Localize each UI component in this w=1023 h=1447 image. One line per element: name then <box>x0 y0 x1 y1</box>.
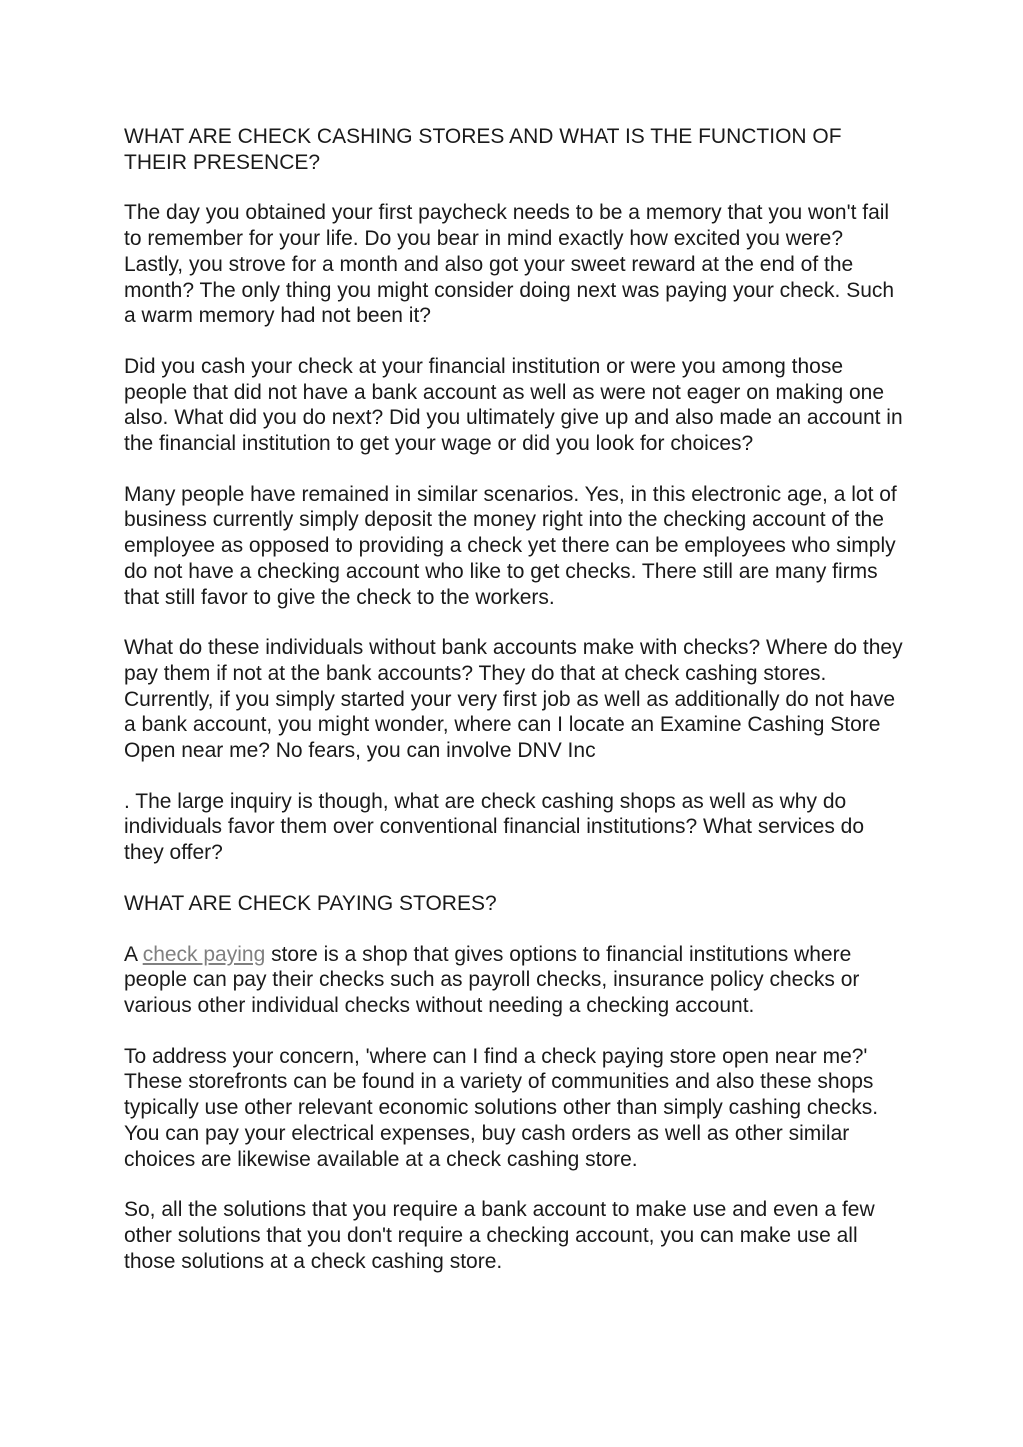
paragraph-6 <box>124 942 904 1019</box>
paragraph-8: So, all the solutions that you require a bank account to make use and even a few other solutions that you don't require a checking account, you can make use all those solutions at a check cashing store. <box>124 1198 875 1273</box>
paragraph-7: To address your concern, 'where can I find a check paying store open near me?' These storefronts can be found in a variety of communities and also these shops typically use other relevant economic solutions other than simply cashing checks. You can pay your electrical expenses, buy cash orders as well as other similar choices are likewise available at a check cashing store. <box>124 1044 879 1171</box>
paragraph-4: What do these individuals without bank accounts make with checks? Where do they pay them if not at the bank accounts? They do that at check cashing stores. Currently, if you simply started your very first job as well as additionally do not have a bank account, you might wonder, where can I locate an Examine Cashing Store Open near me? No fears, you can involve DNV Inc <box>124 636 903 763</box>
paragraph-6-prefix: A <box>124 942 143 966</box>
paragraph-5: . The large inquiry is though, what are check cashing shops as well as why do individuals favor them over conventional financial institutions? What services do they offer? <box>124 789 865 865</box>
document-body <box>124 124 904 1299</box>
paragraph-3: Many people have remained in similar scenarios. Yes, in this electronic age, a lot of business currently simply deposit the money right into the checking account of the employee as opposed to providing a check yet there can be employees who simply do not have a checking account who like to get checks. There still are many firms that still favor to give the check to the workers. <box>124 482 897 609</box>
check-paying-link[interactable]: check paying <box>142 942 266 966</box>
section-subheading: WHAT ARE CHECK PAYING STORES? <box>124 891 497 915</box>
paragraph-6-suffix: store is a shop that gives options to financial institutions where people can pay their checks such as payroll checks, insurance policy checks or various other individual checks without needing a checking account. <box>124 942 860 1017</box>
document-heading: WHAT ARE CHECK CASHING STORES AND WHAT IS THE FUNCTION OF THEIR PRESENCE? <box>124 125 842 174</box>
paragraph-2: Did you cash your check at your financial institution or were you among those people that did not have a bank account as well as were not eager on making one also. What did you do next? Did you ultimately give up and also made an account in the financial institution to get your wage or did you look for choices? <box>124 354 903 456</box>
paragraph-1: The day you obtained your first paycheck needs to be a memory that you won't fail to remember for your life. Do you bear in mind exactly how excited you were? Lastly, you strove for a month and also got your sweet reward at the end of the month? The only thing you might consider doing next was paying your check. Such a warm memory had not been it? <box>124 201 895 328</box>
